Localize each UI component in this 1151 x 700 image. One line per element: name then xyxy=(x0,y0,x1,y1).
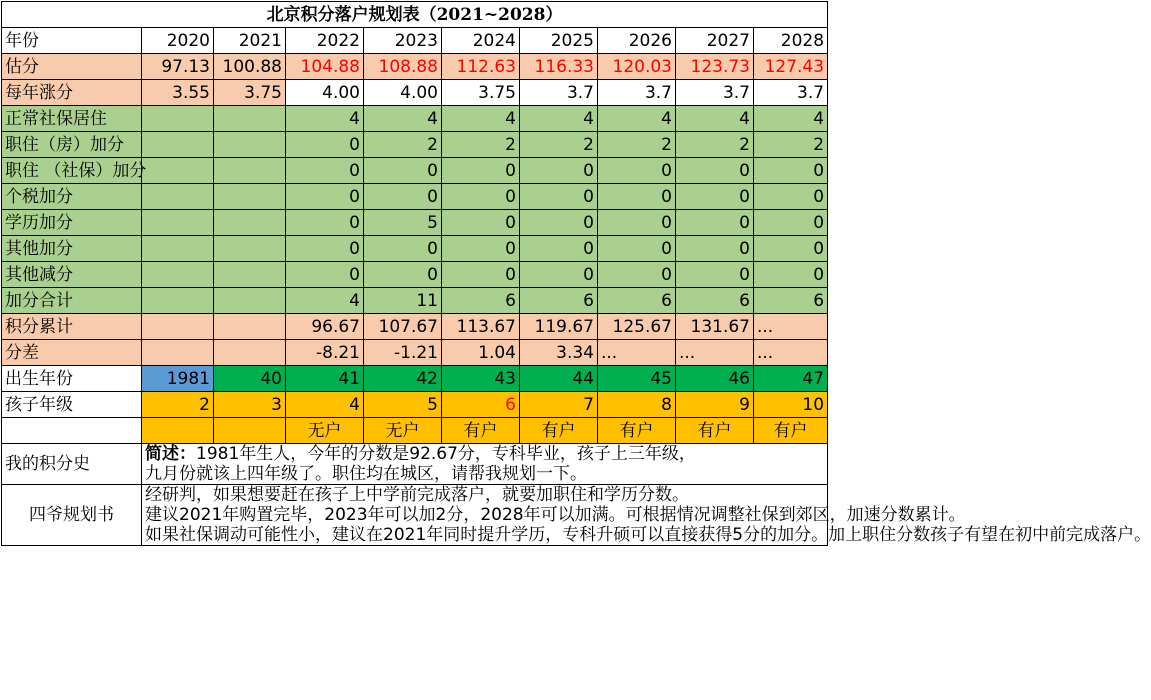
breakdown-cell xyxy=(142,132,214,158)
breakdown-cell: 4 xyxy=(520,106,598,132)
plan-label: 四爷规划书 xyxy=(2,485,142,546)
breakdown-cell: 4 xyxy=(364,106,442,132)
plan-note xyxy=(142,485,1151,546)
breakdown-label: 正常社保居住 xyxy=(2,106,142,132)
breakdown-label: 其他加分 xyxy=(2,236,142,262)
cumulative-cell: ... xyxy=(754,314,828,340)
table-title: 北京积分落户规划表（2021~2028） xyxy=(2,2,828,28)
breakdown-cell: 0 xyxy=(364,236,442,262)
breakdown-cell xyxy=(214,288,286,314)
breakdown-cell: 0 xyxy=(676,236,754,262)
breakdown-row xyxy=(2,106,828,132)
age-cell: 43 xyxy=(442,366,520,392)
breakdown-cell xyxy=(214,236,286,262)
breakdown-cell: 0 xyxy=(442,158,520,184)
breakdown-row xyxy=(2,132,828,158)
history-label: 我的积分史 xyxy=(2,444,142,485)
breakdown-cell: 0 xyxy=(754,184,828,210)
breakdown-cell: 0 xyxy=(520,210,598,236)
score-cell: 116.33 xyxy=(520,54,598,80)
annual-cell: 3.55 xyxy=(142,80,214,106)
breakdown-cell: 0 xyxy=(676,184,754,210)
years-label: 年份 xyxy=(2,28,142,54)
history-note xyxy=(142,444,828,485)
breakdown-row xyxy=(2,158,828,184)
grade-label: 孩子年级 xyxy=(2,392,142,418)
annual-cell: 4.00 xyxy=(364,80,442,106)
year-cell: 2024 xyxy=(442,28,520,54)
breakdown-cell: 0 xyxy=(676,158,754,184)
annual-cell: 3.7 xyxy=(598,80,676,106)
breakdown-cell: 0 xyxy=(286,236,364,262)
cumulative-cell xyxy=(214,314,286,340)
breakdown-row xyxy=(2,210,828,236)
breakdown-cell xyxy=(142,210,214,236)
age-cell: 42 xyxy=(364,366,442,392)
breakdown-cell: 2 xyxy=(676,132,754,158)
breakdown-cell: 0 xyxy=(598,236,676,262)
history-bold: 简述： xyxy=(145,444,196,464)
plan-paragraph-2: 建议2021年购置完毕，2023年可以加2分，2028年可以加满。可根据情况调整社保到郊区，加速分数累计。 xyxy=(145,505,966,525)
cumulative-cell: 125.67 xyxy=(598,314,676,340)
breakdown-label: 职住（房）加分 xyxy=(2,132,142,158)
diff-cell: 1.04 xyxy=(442,340,520,366)
breakdown-cell xyxy=(214,132,286,158)
breakdown-cell: 0 xyxy=(520,184,598,210)
history-text-2: 九月份就该上四年级了。职住均在城区，请帮我规划一下。 xyxy=(145,464,587,484)
breakdown-cell: 0 xyxy=(598,184,676,210)
hukou-cell: 有户 xyxy=(520,418,598,444)
year-cell: 2028 xyxy=(754,28,828,54)
diff-cell xyxy=(214,340,286,366)
hukou-cell: 有户 xyxy=(676,418,754,444)
breakdown-cell xyxy=(214,184,286,210)
age-cell: 46 xyxy=(676,366,754,392)
breakdown-cell: 0 xyxy=(286,184,364,210)
hukou-cell: 有户 xyxy=(754,418,828,444)
breakdown-cell: 5 xyxy=(364,210,442,236)
diff-cell: ... xyxy=(754,340,828,366)
score-label: 估分 xyxy=(2,54,142,80)
grade-cell: 6 xyxy=(442,392,520,418)
diff-cell: ... xyxy=(676,340,754,366)
breakdown-cell: 0 xyxy=(754,158,828,184)
breakdown-cell: 0 xyxy=(442,262,520,288)
breakdown-label: 学历加分 xyxy=(2,210,142,236)
breakdown-cell: 0 xyxy=(520,262,598,288)
breakdown-cell: 0 xyxy=(676,262,754,288)
year-cell: 2025 xyxy=(520,28,598,54)
plan-paragraph-3: 如果社保调动可能性小，建议在2021年同时提升学历，专科升硕可以直接获得5分的加分。加上职住分数孩子有望在初中前完成落户。 xyxy=(145,525,1151,545)
breakdown-cell: 6 xyxy=(520,288,598,314)
diff-label: 分差 xyxy=(2,340,142,366)
breakdown-cell: 0 xyxy=(442,184,520,210)
breakdown-cell: 2 xyxy=(364,132,442,158)
breakdown-cell: 4 xyxy=(676,106,754,132)
score-cell: 112.63 xyxy=(442,54,520,80)
birth-label: 出生年份 xyxy=(2,366,142,392)
breakdown-cell xyxy=(214,106,286,132)
diff-cell xyxy=(142,340,214,366)
breakdown-cell: 2 xyxy=(442,132,520,158)
breakdown-cell xyxy=(142,236,214,262)
breakdown-cell: 6 xyxy=(676,288,754,314)
score-row xyxy=(2,54,828,80)
breakdown-cell: 0 xyxy=(286,132,364,158)
breakdown-cell: 0 xyxy=(520,158,598,184)
breakdown-cell: 0 xyxy=(598,158,676,184)
breakdown-cell: 0 xyxy=(676,210,754,236)
cumulative-cell: 107.67 xyxy=(364,314,442,340)
grade-cell: 10 xyxy=(754,392,828,418)
diff-cell: -1.21 xyxy=(364,340,442,366)
year-cell: 2020 xyxy=(142,28,214,54)
breakdown-cell: 0 xyxy=(598,210,676,236)
year-cell: 2021 xyxy=(214,28,286,54)
breakdown-cell: 2 xyxy=(520,132,598,158)
score-cell: 108.88 xyxy=(364,54,442,80)
plan-paragraph-1: 经研判，如果想要赶在孩子上中学前完成落户，就要加职住和学历分数。 xyxy=(145,485,689,505)
grade-cell: 3 xyxy=(214,392,286,418)
hukou-label xyxy=(2,418,142,444)
diff-row xyxy=(2,340,828,366)
grade-cell: 5 xyxy=(364,392,442,418)
breakdown-row xyxy=(2,236,828,262)
breakdown-cell: 4 xyxy=(442,106,520,132)
breakdown-cell: 0 xyxy=(520,236,598,262)
grade-row xyxy=(2,392,828,418)
breakdown-cell: 4 xyxy=(286,106,364,132)
score-cell: 104.88 xyxy=(286,54,364,80)
breakdown-cell: 6 xyxy=(598,288,676,314)
age-cell: 41 xyxy=(286,366,364,392)
breakdown-cell: 0 xyxy=(364,262,442,288)
cumulative-cell: 96.67 xyxy=(286,314,364,340)
breakdown-cell: 0 xyxy=(442,210,520,236)
breakdown-cell: 0 xyxy=(286,210,364,236)
hukou-cell: 无户 xyxy=(364,418,442,444)
breakdown-row xyxy=(2,288,828,314)
years-row xyxy=(2,28,828,54)
score-cell: 127.43 xyxy=(754,54,828,80)
points-breakdown xyxy=(2,106,828,314)
diff-cell: -8.21 xyxy=(286,340,364,366)
planning-table xyxy=(1,1,1151,546)
score-cell: 100.88 xyxy=(214,54,286,80)
hukou-row xyxy=(2,418,828,444)
annual-cell: 3.7 xyxy=(754,80,828,106)
breakdown-cell: 0 xyxy=(598,262,676,288)
breakdown-cell xyxy=(214,210,286,236)
diff-cell: ... xyxy=(598,340,676,366)
breakdown-cell: 6 xyxy=(754,288,828,314)
breakdown-cell: 0 xyxy=(286,158,364,184)
age-cell: 45 xyxy=(598,366,676,392)
breakdown-cell xyxy=(142,288,214,314)
grade-cell: 4 xyxy=(286,392,364,418)
breakdown-cell: 4 xyxy=(598,106,676,132)
breakdown-cell: 11 xyxy=(364,288,442,314)
breakdown-cell: 0 xyxy=(286,262,364,288)
breakdown-row xyxy=(2,184,828,210)
annual-row xyxy=(2,80,828,106)
year-cell: 2027 xyxy=(676,28,754,54)
annual-cell: 3.7 xyxy=(520,80,598,106)
breakdown-cell: 0 xyxy=(754,236,828,262)
breakdown-cell: 0 xyxy=(754,210,828,236)
hukou-cell: 有户 xyxy=(442,418,520,444)
age-cell: 44 xyxy=(520,366,598,392)
cumulative-row xyxy=(2,314,828,340)
history-row xyxy=(2,444,828,485)
breakdown-cell: 6 xyxy=(442,288,520,314)
breakdown-cell: 0 xyxy=(754,262,828,288)
breakdown-cell: 2 xyxy=(598,132,676,158)
breakdown-cell xyxy=(214,158,286,184)
history-text-1: 1981年生人，今年的分数是92.67分，专科毕业，孩子上三年级， xyxy=(196,444,696,464)
year-cell: 2023 xyxy=(364,28,442,54)
birth-year-cell: 1981 xyxy=(142,366,214,392)
year-cell: 2022 xyxy=(286,28,364,54)
breakdown-cell xyxy=(142,262,214,288)
breakdown-label: 加分合计 xyxy=(2,288,142,314)
hukou-cell: 有户 xyxy=(598,418,676,444)
breakdown-cell: 2 xyxy=(754,132,828,158)
grade-cell: 2 xyxy=(142,392,214,418)
birth-row xyxy=(2,366,828,392)
breakdown-cell: 4 xyxy=(286,288,364,314)
annual-cell: 3.75 xyxy=(214,80,286,106)
grade-cell: 9 xyxy=(676,392,754,418)
breakdown-cell: 0 xyxy=(364,184,442,210)
plan-row xyxy=(2,485,828,546)
breakdown-cell xyxy=(142,106,214,132)
title-row xyxy=(2,2,828,28)
score-cell: 120.03 xyxy=(598,54,676,80)
annual-label: 每年涨分 xyxy=(2,80,142,106)
cumulative-cell xyxy=(142,314,214,340)
breakdown-cell: 4 xyxy=(754,106,828,132)
score-cell: 97.13 xyxy=(142,54,214,80)
cumulative-cell: 113.67 xyxy=(442,314,520,340)
cumulative-cell: 131.67 xyxy=(676,314,754,340)
breakdown-label: 职住 （社保）加分 xyxy=(2,158,142,184)
breakdown-row xyxy=(2,262,828,288)
breakdown-label: 其他减分 xyxy=(2,262,142,288)
diff-cell: 3.34 xyxy=(520,340,598,366)
hukou-cell xyxy=(142,418,214,444)
breakdown-cell xyxy=(142,158,214,184)
age-cell: 47 xyxy=(754,366,828,392)
annual-cell: 3.75 xyxy=(442,80,520,106)
grade-cell: 7 xyxy=(520,392,598,418)
breakdown-cell: 0 xyxy=(442,236,520,262)
breakdown-cell: 0 xyxy=(364,158,442,184)
annual-cell: 4.00 xyxy=(286,80,364,106)
hukou-cell: 无户 xyxy=(286,418,364,444)
annual-cell: 3.7 xyxy=(676,80,754,106)
cumulative-cell: 119.67 xyxy=(520,314,598,340)
year-cell: 2026 xyxy=(598,28,676,54)
hukou-cell xyxy=(214,418,286,444)
breakdown-cell xyxy=(142,184,214,210)
score-cell: 123.73 xyxy=(676,54,754,80)
breakdown-cell xyxy=(214,262,286,288)
grade-cell: 8 xyxy=(598,392,676,418)
cumulative-label: 积分累计 xyxy=(2,314,142,340)
breakdown-label: 个税加分 xyxy=(2,184,142,210)
age-cell: 40 xyxy=(214,366,286,392)
